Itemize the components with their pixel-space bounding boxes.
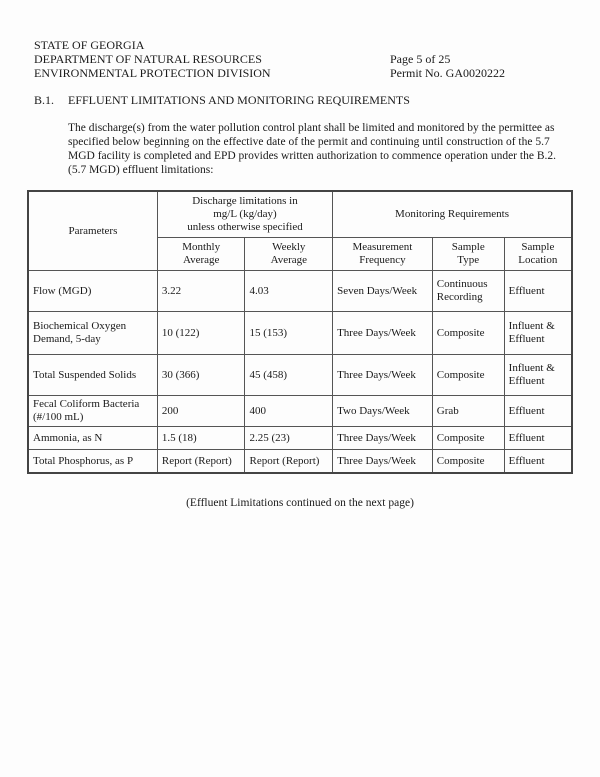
discharge-header-line: Discharge limitations in (192, 195, 298, 208)
table-row (28, 450, 572, 474)
page-number: Page 5 of 25 (390, 52, 451, 66)
discharge-limits-header (157, 191, 332, 238)
weekly-cell: Report (Report) (245, 450, 333, 474)
discharge-header-line: mg/L (kg/day) (213, 208, 277, 221)
sample-location-cell: Effluent (504, 427, 572, 450)
discharge-header-line: unless otherwise specified (187, 221, 303, 234)
sample-type-cell: Continuous Recording (432, 271, 504, 312)
effluent-limits-table (27, 190, 573, 474)
weekly-cell: 4.03 (245, 271, 333, 312)
sample-location-header: Sample Location (504, 238, 572, 271)
measurement-frequency-header: Measurement Frequency (333, 238, 433, 271)
monthly-average-header: Monthly Average (157, 238, 245, 271)
table-row (28, 427, 572, 450)
weekly-cell: 2.25 (23) (245, 427, 333, 450)
sample-type-cell: Composite (432, 450, 504, 474)
intro-paragraph: The discharge(s) from the water pollution control plant shall be limited and monitored by the permittee as specified below beginning on the effective date of the permit and continuing until construction of the 5.7 MGD facility is completed and EPD provides written authorization to commence operation under the B.2. (5.7 MGD) effluent limitations: (68, 122, 556, 176)
sample-location-cell: Effluent (504, 450, 572, 474)
permit-number: Permit No. GA0020222 (390, 66, 505, 80)
parameters-header: Parameters (28, 191, 157, 271)
continued-note: (Effluent Limitations continued on the next page) (186, 497, 414, 509)
monthly-cell: Report (Report) (157, 450, 245, 474)
agency-header (34, 38, 271, 80)
section-heading (34, 93, 410, 108)
parameter-cell: Ammonia, as N (28, 427, 157, 450)
page-info (390, 52, 505, 80)
weekly-cell: 45 (458) (245, 355, 333, 396)
monthly-cell: 1.5 (18) (157, 427, 245, 450)
table-row (28, 355, 572, 396)
sample-type-cell: Grab (432, 396, 504, 427)
monthly-cell: 200 (157, 396, 245, 427)
parameter-cell: Total Suspended Solids (28, 355, 157, 396)
agency-line-state: STATE OF GEORGIA (34, 38, 145, 52)
weekly-average-header: Weekly Average (245, 238, 333, 271)
parameter-cell: Fecal Coliform Bacteria (#/100 mL) (28, 396, 157, 427)
parameter-cell: Flow (MGD) (28, 271, 157, 312)
frequency-cell: Seven Days/Week (333, 271, 433, 312)
monthly-cell: 3.22 (157, 271, 245, 312)
frequency-cell: Two Days/Week (333, 396, 433, 427)
weekly-cell: 400 (245, 396, 333, 427)
sample-type-cell: Composite (432, 355, 504, 396)
table-row (28, 396, 572, 427)
frequency-cell: Three Days/Week (333, 312, 433, 355)
section-title: EFFLUENT LIMITATIONS AND MONITORING REQUIREMENTS (68, 93, 410, 107)
parameter-cell: Total Phosphorus, as P (28, 450, 157, 474)
parameter-cell: Biochemical Oxygen Demand, 5-day (28, 312, 157, 355)
section-number: B.1. (34, 93, 55, 107)
weekly-cell: 15 (153) (245, 312, 333, 355)
agency-line-department: DEPARTMENT OF NATURAL RESOURCES (34, 52, 262, 66)
monitoring-header: Monitoring Requirements (333, 191, 572, 238)
frequency-cell: Three Days/Week (333, 355, 433, 396)
agency-line-division: ENVIRONMENTAL PROTECTION DIVISION (34, 66, 271, 80)
sample-type-header: Sample Type (432, 238, 504, 271)
table-row (28, 271, 572, 312)
sample-location-cell: Effluent (504, 396, 572, 427)
sample-location-cell: Influent & Effluent (504, 312, 572, 355)
frequency-cell: Three Days/Week (333, 427, 433, 450)
table-header-row (28, 191, 572, 238)
frequency-cell: Three Days/Week (333, 450, 433, 474)
monthly-cell: 30 (366) (157, 355, 245, 396)
sample-location-cell: Effluent (504, 271, 572, 312)
table-row (28, 312, 572, 355)
sample-type-cell: Composite (432, 427, 504, 450)
monthly-cell: 10 (122) (157, 312, 245, 355)
sample-location-cell: Influent & Effluent (504, 355, 572, 396)
sample-type-cell: Composite (432, 312, 504, 355)
